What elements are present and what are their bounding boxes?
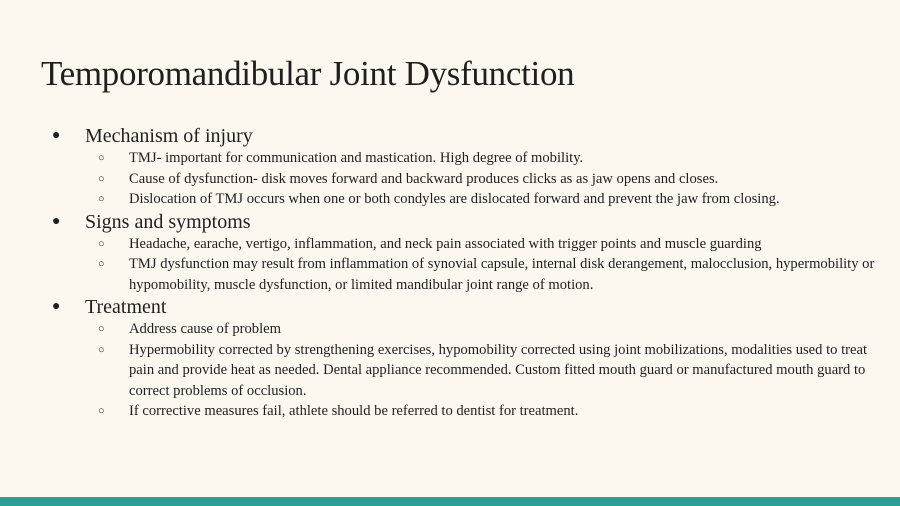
list-item [48, 234, 878, 255]
footer-accent-bar [0, 497, 900, 506]
list-item [48, 254, 878, 295]
hollow-bullet-icon: ○ [98, 237, 105, 250]
hollow-bullet-icon: ○ [98, 343, 105, 356]
filled-bullet-icon: ● [52, 213, 61, 229]
list-item-text: Dislocation of TMJ occurs when one or both condyles are dislocated forward and prevent the jaw from closing. [129, 191, 780, 207]
hollow-bullet-icon: ○ [98, 152, 105, 164]
hollow-bullet-icon: ○ [98, 193, 105, 205]
hollow-bullet-icon: ○ [98, 258, 105, 270]
section-heading-label: Signs and symptoms [85, 210, 251, 233]
section-heading-mechanism [48, 124, 878, 148]
hollow-bullet-icon: ○ [98, 405, 105, 417]
section-heading-treatment [48, 295, 878, 319]
list-item-text: Hypermobility corrected by strengthening exercises, hypomobility corrected using joint mobilizations, modalities used to treat pain and provide heat as needed. Dental appliance recommended. Custom fitted mouth guard or manufactured mouth guard to correct problems of occlusion. [129, 341, 868, 399]
list-item [48, 169, 878, 190]
list-item [48, 401, 878, 422]
hollow-bullet-icon: ○ [98, 323, 105, 335]
list-item [48, 148, 878, 169]
bullet-list [48, 124, 878, 422]
list-item [48, 340, 878, 402]
section-heading-label: Mechanism of injury [85, 125, 253, 147]
list-item-text: If corrective measures fail, athlete should be referred to dentist for treatment. [129, 403, 579, 419]
list-item-text: TMJ- important for communication and mastication. High degree of mobility. [129, 150, 584, 166]
slide-title: Temporomandibular Joint Dysfunction [41, 54, 575, 93]
section-heading-signs [48, 210, 878, 234]
list-item-text: Address cause of problem [129, 321, 281, 337]
list-item-text: Cause of dysfunction- disk moves forward and backward produces clicks as as jaw opens and closes. [129, 170, 719, 187]
list-item-text: TMJ dysfunction may result from inflammation of synovial capsule, internal disk derangement, malocclusion, hypermobility or hypomobility, muscle dysfunction, or limited mandibular joint range of motion. [129, 256, 875, 293]
list-item [48, 189, 878, 210]
list-item-text: Headache, earache, vertigo, inflammation, and neck pain associated with trigger points and muscle guarding [129, 235, 762, 252]
filled-bullet-icon: ● [52, 128, 61, 143]
hollow-bullet-icon: ○ [98, 172, 105, 185]
filled-bullet-icon: ● [52, 299, 61, 314]
list-item [48, 319, 878, 340]
section-heading-label: Treatment [85, 296, 167, 318]
